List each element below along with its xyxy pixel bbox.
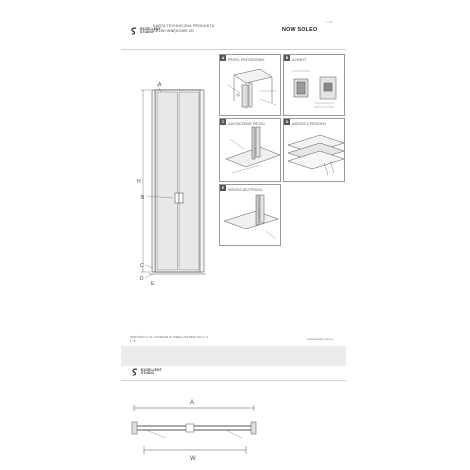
handle-detail-drawing — [284, 55, 346, 117]
panel-title: UCHWYT — [292, 58, 307, 62]
detail-panel-mounting-with-threshold — [283, 118, 345, 182]
document-title-line-2: DRZWI WNĘKOWE 2D — [153, 29, 194, 34]
detail-label-b: B — [141, 195, 145, 201]
detail-label-e: E — [151, 281, 155, 287]
panel-title: ZAKOŃCZENIE PROGU — [228, 122, 265, 126]
swirl-logo-icon — [131, 368, 139, 376]
document-title-line-1: KARTA TECHNICZNA PRODUKTU — [153, 24, 215, 28]
brand-line-2: STUDIO — [140, 30, 154, 34]
threshold-end-detail-drawing — [220, 119, 282, 183]
detail-panel-mounting-without-threshold — [219, 184, 281, 246]
front-elevation-drawing — [131, 78, 206, 288]
wall-profile-detail-drawing — [220, 55, 282, 117]
detail-panel-handle — [283, 54, 345, 116]
page-reference: 1 / 18 — [326, 21, 333, 24]
panel-badge: B — [285, 56, 289, 60]
plan-view-drawing — [126, 394, 341, 464]
detail-panel-wall-profile — [219, 54, 281, 116]
product-name: NOW SOLEO — [282, 27, 318, 33]
divider — [121, 380, 346, 381]
plan-dimension-label-a: A — [190, 400, 195, 406]
brand-name — [141, 369, 162, 376]
drawing-scale: 1 : 8 — [130, 340, 136, 343]
panel-title: PROFIL PRZYŚCIENNY — [228, 58, 265, 62]
panel-title: MONTAŻ Z PROGIEM — [292, 122, 326, 126]
brand-logo-lower — [131, 368, 162, 376]
grey-band — [121, 346, 346, 366]
technical-sheet — [121, 16, 346, 470]
document-title — [153, 24, 215, 34]
website: www.excellent.com.pl — [307, 338, 333, 341]
detail-label-d: D — [140, 276, 144, 282]
panel-badge: D — [285, 120, 289, 124]
dimension-label-h: H — [137, 179, 141, 185]
plan-dimension-label-w: W — [190, 456, 196, 462]
panel-title: MONTAŻ BEZ PROGU — [228, 188, 263, 192]
brand-line-1: EXCELLENT — [141, 367, 162, 372]
footnote: WARTOŚCI A, W, H PODANE W TABELI ZAKRESU NR 2 / 4 — [130, 336, 209, 339]
detail-label-a: A — [158, 82, 162, 88]
brand-line-1: EXCELLENT — [140, 26, 161, 31]
panel-badge: A — [221, 56, 225, 60]
panel-badge: C — [221, 120, 225, 124]
mounting-without-threshold-detail-drawing — [220, 185, 282, 247]
swirl-logo-icon — [130, 27, 138, 35]
detail-label-c: C — [140, 263, 144, 269]
panel-badge: E — [221, 186, 225, 190]
detail-panel-threshold-end — [219, 118, 281, 182]
brand-line-2: STUDIO — [141, 371, 155, 375]
mounting-with-threshold-detail-drawing — [284, 119, 346, 183]
header-bar — [121, 16, 346, 50]
